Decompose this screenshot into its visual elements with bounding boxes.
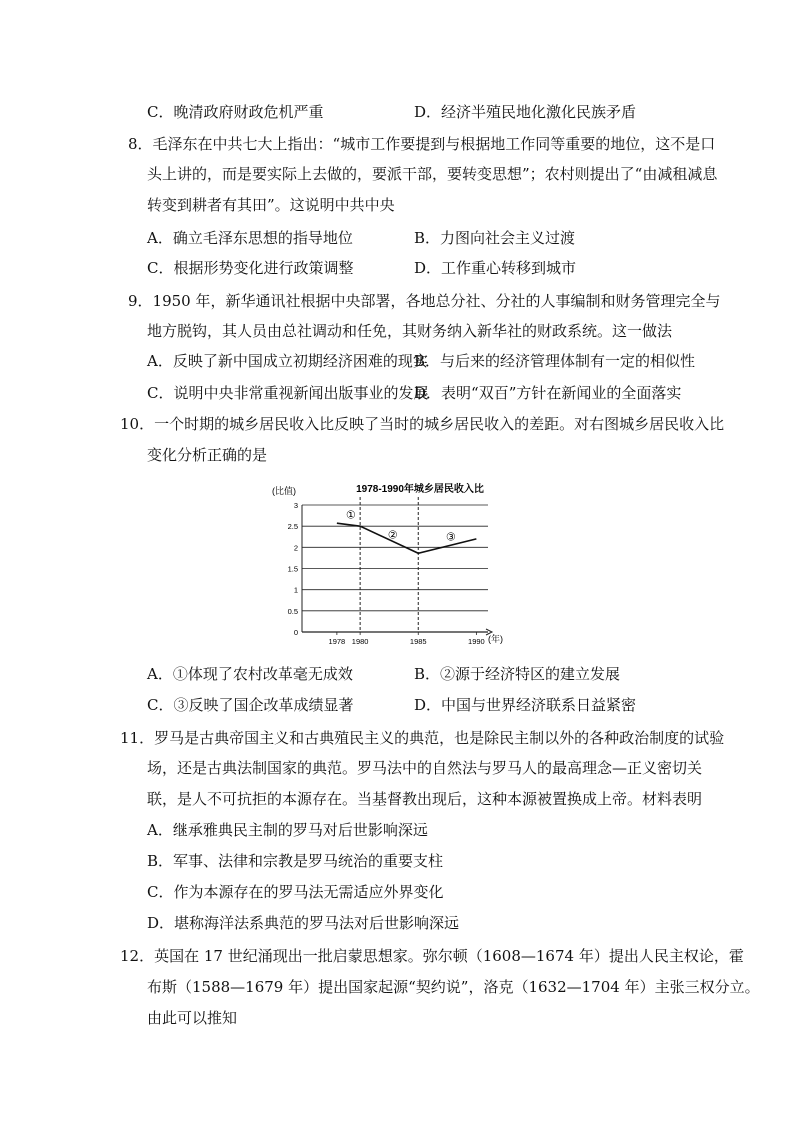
q11-stem-line-1: 11．罗马是古典帝国主义和古典殖民主义的典范，也是除民主制以外的各种政治制度的试验	[120, 729, 725, 747]
q11-option-b: B．军事、法律和宗教是罗马统治的重要支柱	[147, 852, 444, 870]
chart-y-tick-label: 2.5	[287, 522, 298, 532]
q8-stem-line-1: 8．毛泽东在中共七大上指出：“城市工作要提到与根据地工作同等重要的地位，这不是口	[128, 135, 716, 153]
q12-stem-line-1: 12．英国在 17 世纪涌现出一批启蒙思想家。弥尔顿（1608—1674 年）提出人民主权论，霍	[120, 947, 744, 965]
q9-option-a: A．反映了新中国成立初期经济困难的现实	[147, 352, 428, 370]
q8-stem-line-3: 转变到耕者有其田”。这说明中共中央	[147, 196, 395, 214]
chart-y-tick-label: 1	[293, 585, 298, 595]
chart-x-tick-label: 1980	[351, 637, 369, 646]
q8-option-c: C．根据形势变化进行政策调整	[147, 259, 354, 277]
q8-option-a: A．确立毛泽东思想的指导地位	[147, 229, 353, 247]
q11-option-d: D．堪称海洋法系典范的罗马法对后世影响深远	[147, 914, 460, 932]
income-ratio-chart	[270, 478, 520, 650]
chart-period-dividers	[360, 497, 418, 632]
q9-option-b: B．与后来的经济管理体制有一定的相似性	[414, 352, 696, 370]
chart-x-tick-label: 1985	[409, 637, 427, 646]
q10-option-a: A．①体现了农村改革毫无成效	[147, 665, 353, 683]
chart-y-tick-label: 0.5	[287, 606, 298, 616]
q12-stem-line-3: 由此可以推知	[147, 1009, 238, 1027]
q9-option-d: D．表明“双百”方针在新闻业的全面落实	[414, 384, 682, 402]
q8-option-b: B．力图向社会主义过渡	[414, 229, 576, 247]
q7-option-c: C．晚清政府财政危机严重	[147, 103, 324, 121]
chart-period-label: ①	[345, 509, 356, 522]
q9-stem-line-2: 地方脱钩，其人员由总社调动和任免，其财务纳入新华社的财政系统。这一做法	[147, 322, 673, 340]
chart-period-label: ②	[387, 529, 398, 542]
q8-stem-line-2: 头上讲的，而是要实际上去做的，要派干部，要转变思想”；农村则提出了“由减租减息	[147, 165, 718, 183]
chart-x-axis-label: (年)	[488, 634, 503, 644]
chart-y-tick-label: 1.5	[287, 564, 298, 574]
chart-title: 1978-1990年城乡居民收入比	[356, 484, 484, 495]
q10-option-d: D．中国与世界经济联系日益紧密	[414, 696, 637, 714]
chart-y-axis-label: (比值)	[272, 486, 296, 496]
q8-option-d: D．工作重心转移到城市	[414, 259, 577, 277]
chart-y-tick-label: 3	[293, 501, 298, 510]
q11-option-c: C．作为本源存在的罗马法无需适应外界变化	[147, 883, 444, 901]
q11-stem-line-2: 场，还是古典法制国家的典范。罗马法中的自然法与罗马人的最高理念—正义密切关	[147, 759, 703, 777]
q10-stem-line-2: 变化分析正确的是	[147, 446, 268, 464]
q9-stem-line-1: 9．1950 年，新华通讯社根据中央部署，各地总分社、分社的人事编制和财务管理完全与	[128, 292, 721, 310]
q7-option-d: D．经济半殖民地化激化民族矛盾	[414, 103, 637, 121]
chart-gridlines	[302, 505, 492, 635]
q11-stem-line-3: 联，是人不可抗拒的本源存在。当基督教出现后，这种本源被置换成上帝。材料表明	[147, 790, 703, 808]
q10-option-c: C．③反映了国企改革成绩显著	[147, 696, 354, 714]
chart-period-label: ③	[445, 531, 456, 544]
q12-stem-line-2: 布斯（1588—1679 年）提出国家起源“契约说”，洛克（1632—1704 年）主张三权分立。	[147, 978, 760, 996]
chart-x-tick-label: 1990	[468, 637, 485, 646]
chart-y-ticks	[288, 501, 298, 637]
q9-option-c: C．说明中央非常重视新闻出版事业的发展	[147, 384, 429, 402]
chart-y-tick-label: 0	[293, 628, 298, 637]
q10-stem-line-1: 10．一个时期的城乡居民收入比反映了当时的城乡居民收入的差距。对右图城乡居民收入比	[120, 415, 725, 433]
chart-x-ticks	[329, 632, 485, 646]
chart-y-tick-label: 2	[293, 543, 298, 553]
q11-option-a: A．继承雅典民主制的罗马对后世影响深远	[147, 821, 428, 839]
q10-option-b: B．②源于经济特区的建立发展	[414, 665, 621, 683]
chart-x-tick-label: 1978	[328, 637, 346, 646]
